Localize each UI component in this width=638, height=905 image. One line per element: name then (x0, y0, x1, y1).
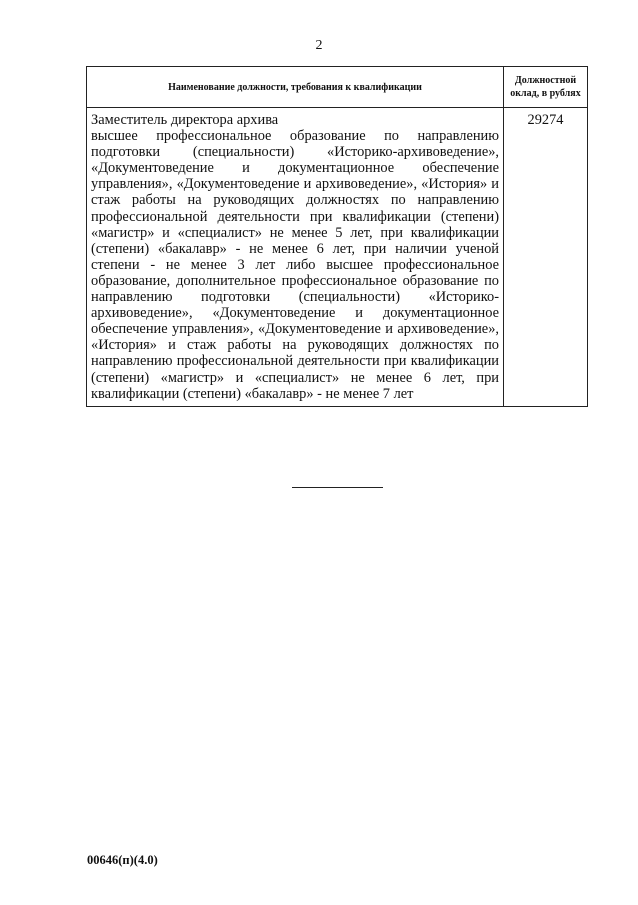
position-cell (87, 108, 504, 407)
header-name-column: Наименование должности, требования к квалификации (87, 67, 504, 108)
qualification-requirements: высшее профессиональное образование по направлению подготовки (специальности) «Историко-архивоведение», «Документоведение и документационное обеспечение управления», «Документоведение и архивоведение», «История» и стаж работы на руководящих должностях по направлению профессиональной деятельности при квалификации (степени) «магистр» и «специалист» не менее 5 лет, при квалификации (степени) «бакалавр» - не менее 6 лет, при наличии ученой степени - не менее 3 лет либо высшее профессиональное образование, дополнительное профессиональное образование по направлению подготовки (специальности) «Историко-архивоведение», «Документоведение и документационное обеспечение управления», «Документоведение и архивоведение», «История» и стаж работы на руководящих должностях по направлению профессиональной деятельности при квалификации (степени) «магистр» и «специалист» не менее 6 лет, при квалификации (степени) «бакалавр» - не менее 7 лет (91, 128, 499, 402)
position-title: Заместитель директора архива (91, 112, 279, 128)
document-code: 00646(п)(4.0) (87, 853, 158, 867)
end-divider-line (292, 487, 383, 488)
header-salary-column: Должностной оклад, в рублях (504, 67, 588, 108)
qualification-table (86, 66, 588, 407)
table-row (87, 108, 588, 407)
table-header-row (87, 67, 588, 108)
salary-cell: 29274 (504, 108, 588, 407)
page-number: 2 (315, 38, 323, 53)
